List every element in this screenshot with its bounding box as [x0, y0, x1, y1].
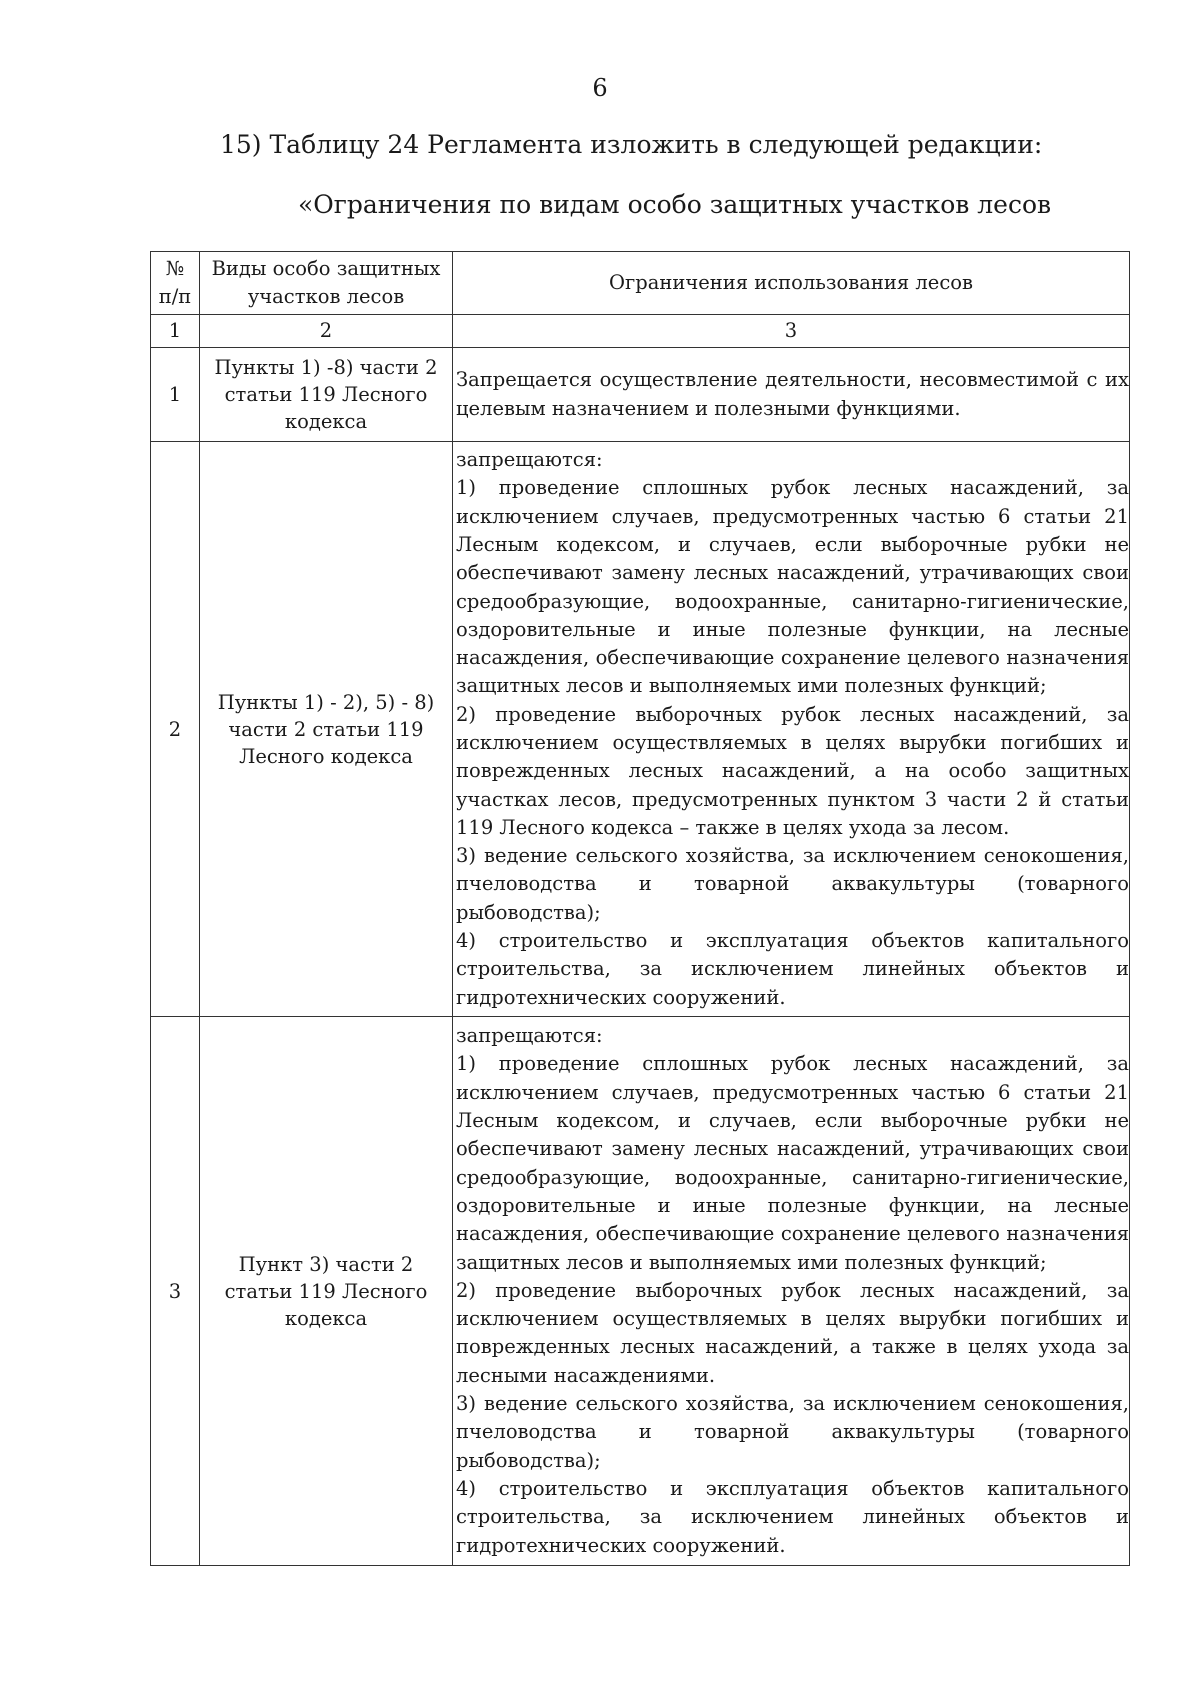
column-number-1: 1	[151, 315, 200, 348]
restriction-line: защитных лесов и выполняемых ими полезных функций;	[456, 1250, 1047, 1274]
restriction-line: лесными насаждениями.	[456, 1363, 716, 1387]
column-number-3: 3	[453, 315, 1130, 348]
restriction-line: участках лесов, предусмотренных пунктом 3 части 2 й статьи	[456, 787, 1129, 811]
restriction-line: 1) проведение сплошных рубок лесных насаждений, за	[456, 1052, 1129, 1076]
restriction-line: исключением осуществляемых в целях вырубки погибших и	[456, 731, 1129, 754]
restriction-line: поврежденных лесных насаждений, а также в целях ухода за	[456, 1335, 1129, 1359]
restriction-line: строительства, за исключением линейных объектов и	[456, 957, 1129, 981]
restriction-line: строительства, за исключением линейных объектов и	[456, 1505, 1129, 1529]
restriction-line: Запрещается осуществление деятельности, несовместимой с их	[456, 368, 1129, 392]
column-number-row	[151, 315, 1130, 348]
restriction-line: Лесным кодексом, и случаев, если выборочные рубки не	[456, 532, 1129, 556]
header-row	[151, 252, 1130, 315]
restriction-line: пчеловодства и товарной аквакультуры (товарного	[456, 872, 1129, 896]
header-number: № п/п	[151, 252, 200, 315]
restriction-line: гидротехнических сооружений.	[456, 1533, 786, 1557]
table-body	[151, 348, 1130, 1566]
restriction-line: 2) проведение выборочных рубок лесных насаждений, за	[456, 1278, 1129, 1302]
protected-area-kind: Пункты 1) -8) части 2 статьи 119 Лесного кодекса	[200, 348, 453, 442]
restriction-line: насаждения, обеспечивающие сохранение целевого назначения	[456, 1222, 1129, 1246]
restriction-line: Лесным кодексом, и случаев, если выборочные рубки не	[456, 1109, 1129, 1133]
table-title: «Ограничения по видам особо защитных участков лесов	[298, 190, 1052, 219]
restriction-line: исключением осуществляемых в целях вырубки погибших и	[456, 1307, 1129, 1331]
restriction-line: обеспечивают замену лесных насаждений, утрачивающих свои	[456, 561, 1129, 585]
restriction-line: 2) проведение выборочных рубок лесных насаждений, за	[456, 702, 1129, 726]
restriction-line: 119 Лесного кодекса – также в целях ухода за лесом.	[456, 815, 1010, 839]
restriction-line: оздоровительные и иные полезные функции, на лесные	[456, 1193, 1129, 1217]
restriction-line: защитных лесов и выполняемых ими полезных функций;	[456, 674, 1047, 698]
restriction-line: 4) строительство и эксплуатация объектов капитального	[456, 929, 1129, 953]
restriction-line: оздоровительные и иные полезные функции, на лесные	[456, 617, 1129, 641]
header-kind: Виды особо защитных участков лесов	[200, 252, 453, 315]
restriction-line: рыбоводства);	[456, 1448, 601, 1472]
amendment-instruction: 15) Таблицу 24 Регламента изложить в следующей редакции:	[220, 130, 1043, 159]
restriction-line: гидротехнических сооружений.	[456, 985, 786, 1009]
restriction-line: обеспечивают замену лесных насаждений, утрачивающих свои	[456, 1137, 1129, 1161]
table-row	[151, 442, 1130, 1017]
restriction-line: 3) ведение сельского хозяйства, за исключением сенокошения,	[456, 1392, 1129, 1416]
restriction-line: пчеловодства и товарной аквакультуры (товарного	[456, 1420, 1129, 1444]
restriction-line: исключением случаев, предусмотренных частью 6 статьи 21	[456, 1080, 1129, 1104]
restriction-text	[453, 348, 1130, 442]
header-restrictions: Ограничения использования лесов	[453, 252, 1130, 315]
restriction-line: 3) ведение сельского хозяйства, за исключением сенокошения,	[456, 844, 1129, 868]
restriction-line: запрещаются:	[456, 448, 603, 472]
restriction-line: средообразующие, водоохранные, санитарно-гигиенические,	[456, 589, 1129, 613]
restriction-line: рыбоводства);	[456, 900, 601, 924]
restriction-line: 4) строительство и эксплуатация объектов капитального	[456, 1476, 1129, 1500]
restriction-text	[453, 442, 1130, 1017]
restriction-line: поврежденных лесных насаждений, а на особо защитных	[456, 759, 1129, 783]
column-number-2: 2	[200, 315, 453, 348]
restriction-line: насаждения, обеспечивающие сохранение целевого назначения	[456, 646, 1129, 670]
row-number: 3	[151, 1017, 200, 1566]
row-number: 1	[151, 348, 200, 442]
restriction-line: запрещаются:	[456, 1024, 603, 1048]
restrictions-table	[150, 251, 1130, 1566]
restriction-line: целевым назначением и полезными функциями.	[456, 396, 961, 420]
page-number: 6	[592, 74, 608, 102]
restriction-line: средообразующие, водоохранные, санитарно-гигиенические,	[456, 1165, 1129, 1189]
protected-area-kind: Пункт 3) части 2 статьи 119 Лесного кодекса	[200, 1017, 453, 1566]
restriction-text	[453, 1017, 1130, 1566]
restriction-line: исключением случаев, предусмотренных частью 6 статьи 21	[456, 504, 1129, 528]
restriction-line: 1) проведение сплошных рубок лесных насаждений, за	[456, 476, 1129, 500]
table-row	[151, 348, 1130, 442]
protected-area-kind: Пункты 1) - 2), 5) - 8) части 2 статьи 119 Лесного кодекса	[200, 442, 453, 1017]
row-number: 2	[151, 442, 200, 1017]
table-row	[151, 1017, 1130, 1566]
